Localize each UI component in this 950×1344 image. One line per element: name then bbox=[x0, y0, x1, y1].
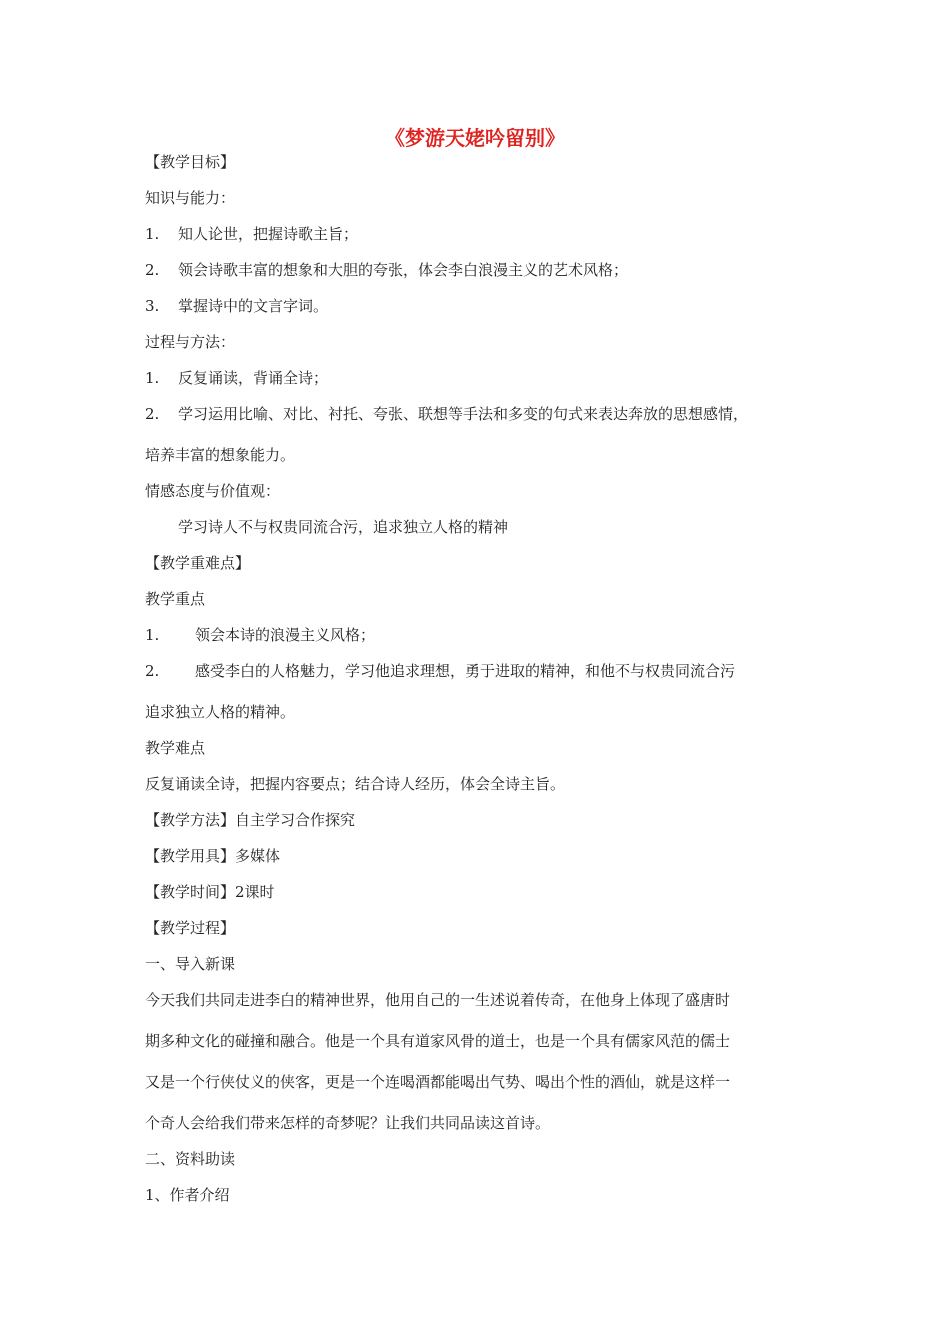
list-text: 反复诵读，背诵全诗； bbox=[178, 369, 329, 387]
list-item bbox=[145, 223, 358, 245]
list-number: 3. bbox=[145, 297, 160, 315]
section-heading: 一、导入新课 bbox=[145, 955, 236, 973]
list-number: 2. bbox=[145, 261, 160, 279]
subheading-difficult: 教学难点 bbox=[145, 739, 206, 757]
teaching-method: 【教学方法】自主学习合作探究 bbox=[145, 811, 356, 829]
list-number: 1. bbox=[145, 626, 160, 644]
paragraph-text: 学习诗人不与权贵同流合污，追求独立人格的精神 bbox=[178, 518, 509, 536]
list-text: 掌握诗中的文言字词。 bbox=[178, 297, 329, 315]
list-text: 领会诗歌丰富的想象和大胆的夸张，体会李白浪漫主义的艺术风格； bbox=[178, 261, 629, 279]
subheading-process: 过程与方法： bbox=[145, 333, 236, 351]
list-item bbox=[145, 259, 628, 281]
list-number: 1. bbox=[145, 369, 160, 387]
list-item bbox=[145, 403, 748, 425]
list-text: 知人论世，把握诗歌主旨； bbox=[178, 225, 359, 243]
paragraph-line: 期多种文化的碰撞和融合。他是一个具有道家风骨的道士，也是一个具有儒家风范的儒士 bbox=[145, 1032, 731, 1050]
subheading-knowledge: 知识与能力： bbox=[145, 189, 236, 207]
paragraph-line: 又是一个行侠仗义的侠客，更是一个连喝酒都能喝出气势、喝出个性的酒仙，就是这样一 bbox=[145, 1073, 731, 1091]
paragraph-line bbox=[145, 516, 508, 538]
paragraph-line: 个奇人会给我们带来怎样的奇梦呢？让我们共同品读这首诗。 bbox=[145, 1114, 551, 1132]
paragraph-line: 反复诵读全诗，把握内容要点；结合诗人经历，体会全诗主旨。 bbox=[145, 775, 566, 793]
list-number: 2. bbox=[145, 662, 160, 680]
teaching-tools: 【教学用具】多媒体 bbox=[145, 847, 281, 865]
teaching-time: 【教学时间】2课时 bbox=[145, 883, 275, 901]
document-title: 《梦游天姥吟留别》 bbox=[385, 126, 565, 150]
paragraph-line: 追求独立人格的精神。 bbox=[145, 703, 296, 721]
list-text: 感受李白的人格魅力，学习他追求理想，勇于进取的精神，和他不与权贵同流合污 bbox=[195, 662, 736, 680]
paragraph-line: 今天我们共同走进李白的精神世界，他用自己的一生述说着传奇，在他身上体现了盛唐时 bbox=[145, 991, 731, 1009]
list-number: 1. bbox=[145, 225, 160, 243]
heading-key-points: 【教学重难点】 bbox=[145, 554, 251, 572]
list-text: 领会本诗的浪漫主义风格； bbox=[195, 626, 376, 644]
list-text: 学习运用比喻、对比、衬托、夸张、联想等手法和多变的句式来表达奔放的思想感情， bbox=[178, 405, 749, 423]
paragraph-line: 培养丰富的想象能力。 bbox=[145, 446, 296, 464]
list-item bbox=[145, 660, 735, 682]
heading-teaching-process: 【教学过程】 bbox=[145, 919, 236, 937]
section-heading: 二、资料助读 bbox=[145, 1150, 236, 1168]
list-number: 2. bbox=[145, 405, 160, 423]
list-item bbox=[145, 367, 328, 389]
subheading-key: 教学重点 bbox=[145, 590, 206, 608]
list-item bbox=[145, 624, 375, 646]
subheading-emotion: 情感态度与价值观： bbox=[145, 482, 281, 500]
list-item bbox=[145, 295, 328, 317]
subsection-heading: 1、作者介绍 bbox=[145, 1186, 230, 1204]
heading-teaching-goals: 【教学目标】 bbox=[145, 153, 236, 171]
